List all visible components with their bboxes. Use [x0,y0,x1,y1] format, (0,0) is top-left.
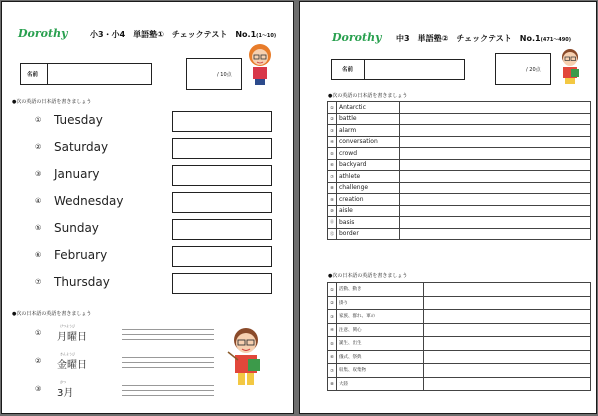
table-row [328,283,591,297]
answer-cell[interactable] [400,159,591,171]
answer-cell[interactable] [424,350,591,364]
item-number: ⑥ [328,159,337,171]
word-cell: 掛り [337,296,424,310]
word-cell: 活動、動き [337,283,424,297]
name-label: 名前 [27,72,39,78]
teacher-man-icon [557,48,583,84]
word-cell: conversation [337,136,400,148]
item-number: ⑫ [328,228,337,240]
word-cell: alarm [337,125,400,137]
item-number: ⑤ [328,148,337,160]
table-row [328,194,591,206]
writing-line[interactable] [122,357,214,358]
page-title [396,33,571,44]
item-number: ⑤ [328,337,337,351]
word-cell: Antarctic [337,102,400,114]
writing-line[interactable] [122,395,214,396]
item-number: ⑪ [328,217,337,229]
item-number: ③ [35,385,42,393]
answer-cell[interactable] [400,217,591,229]
teacher-man-icon [224,326,268,388]
japanese-word: 月曜日 [57,332,87,343]
answer-cell[interactable] [400,136,591,148]
item-number: ③ [35,170,42,178]
answer-cell[interactable] [424,283,591,297]
dorothy-logo [18,27,67,40]
item-number: ④ [35,197,42,205]
word-cell: athlete [337,171,400,183]
logo-text: Dorothy [332,31,382,44]
table-row [328,296,591,310]
item-number: ⑥ [35,251,42,259]
english-word: Saturday [54,140,109,154]
answer-cell[interactable] [400,125,591,137]
answer-box[interactable] [172,138,272,159]
item-number: ② [35,357,42,365]
answer-cell[interactable] [400,205,591,217]
writing-line[interactable] [122,385,214,386]
table-row [328,337,591,351]
word-cell: 家族、群れ、軍の [337,310,424,324]
item-number: ⑥ [328,350,337,364]
table-row [328,136,591,148]
answer-cell[interactable] [400,171,591,183]
answer-box[interactable] [172,192,272,213]
word-cell: backyard [337,159,400,171]
furigana: がつ [60,380,67,384]
item-number: ① [35,329,42,337]
table-row [328,310,591,324]
english-word: Sunday [54,221,99,235]
item-number: ⑤ [35,224,42,232]
answer-cell[interactable] [424,296,591,310]
answer-box[interactable] [172,219,272,240]
teacher-girl-icon [245,42,275,86]
section-heading-english: ●次の英語の日本語を書きましょう [12,99,92,105]
english-word: Thursday [54,275,110,289]
score-box [495,53,551,85]
worksheet-left [1,1,294,414]
word-cell: creation [337,194,400,206]
logo-text: Dorothy [18,27,68,40]
table-row [328,113,591,125]
word-cell: 誕生、出生 [337,337,424,351]
title-text: 中3 単語塾② チェックテスト No.1 [396,34,541,43]
english-word: February [54,248,108,262]
table-row [328,125,591,137]
answer-cell[interactable] [400,102,591,114]
answer-cell[interactable] [400,182,591,194]
item-number: ③ [328,125,337,137]
writing-line[interactable] [122,339,214,340]
item-number: ④ [328,323,337,337]
section-heading-english: ●次の英語の日本語を書きましょう [328,93,408,99]
word-cell: basis [337,217,400,229]
answer-cell[interactable] [424,337,591,351]
writing-line[interactable] [122,390,214,391]
english-word: January [54,167,100,181]
english-word-table [327,101,591,240]
writing-line[interactable] [122,329,214,330]
item-number: ① [328,283,337,297]
word-cell: 注意、関心 [337,323,424,337]
furigana: きんようび [60,352,76,356]
score-text: / 10点 [217,72,232,78]
answer-cell[interactable] [400,228,591,240]
answer-cell[interactable] [424,323,591,337]
japanese-word: 金曜日 [57,360,87,371]
table-row [328,205,591,217]
word-cell: 儀式、祭典 [337,350,424,364]
answer-cell[interactable] [424,377,591,391]
answer-box[interactable] [172,273,272,294]
answer-cell[interactable] [424,310,591,324]
table-row [328,364,591,378]
word-cell: 大陸 [337,377,424,391]
writing-line[interactable] [122,367,214,368]
score-text: / 20点 [526,67,541,73]
item-number: ⑧ [328,377,337,391]
section-heading-japanese: ●次の日本語の英語を書きましょう [328,273,408,279]
item-number: ① [328,102,337,114]
item-number: ⑦ [328,171,337,183]
table-row [328,159,591,171]
japanese-word: 3月 [57,388,74,399]
table-row [328,102,591,114]
table-row [328,323,591,337]
item-number: ② [328,113,337,125]
table-row [328,171,591,183]
word-cell: border [337,228,400,240]
item-number: ⑨ [328,194,337,206]
english-word: Tuesday [54,113,103,127]
name-label: 名前 [342,67,354,73]
section-heading-japanese: ●次の日本語の英語を書きましょう [12,311,92,317]
answer-cell[interactable] [400,148,591,160]
item-number: ③ [328,310,337,324]
answer-cell[interactable] [424,364,591,378]
item-number: ⑦ [328,364,337,378]
table-row [328,182,591,194]
item-number: ⑩ [328,205,337,217]
answer-box[interactable] [172,111,272,132]
word-cell: 収集、収集物 [337,364,424,378]
item-number: ⑦ [35,278,42,286]
answer-box[interactable] [172,246,272,267]
dorothy-logo [332,31,381,44]
answer-cell[interactable] [400,194,591,206]
answer-cell[interactable] [400,113,591,125]
table-row [328,148,591,160]
title-text: 小3・小4 単語塾① チェックテスト No.1 [90,30,257,39]
writing-line[interactable] [122,334,214,335]
word-cell: crowd [337,148,400,160]
table-row [328,217,591,229]
table-row [328,377,591,391]
word-cell: aisle [337,205,400,217]
english-word: Wednesday [54,194,124,208]
word-cell: challenge [337,182,400,194]
table-row [328,228,591,240]
furigana: げつようび [60,324,76,328]
item-number: ⑧ [328,182,337,194]
answer-box[interactable] [172,165,272,186]
word-cell: battle [337,113,400,125]
item-number: ② [35,143,42,151]
japanese-word-table [327,282,591,391]
writing-line[interactable] [122,362,214,363]
score-box [186,58,242,90]
item-number: ② [328,296,337,310]
table-row [328,350,591,364]
title-range: (1〜10) [256,33,277,39]
item-number: ④ [328,136,337,148]
worksheet-right [299,1,597,414]
page-title [90,29,276,40]
item-number: ① [35,116,42,124]
title-range: (471〜490) [540,37,572,43]
